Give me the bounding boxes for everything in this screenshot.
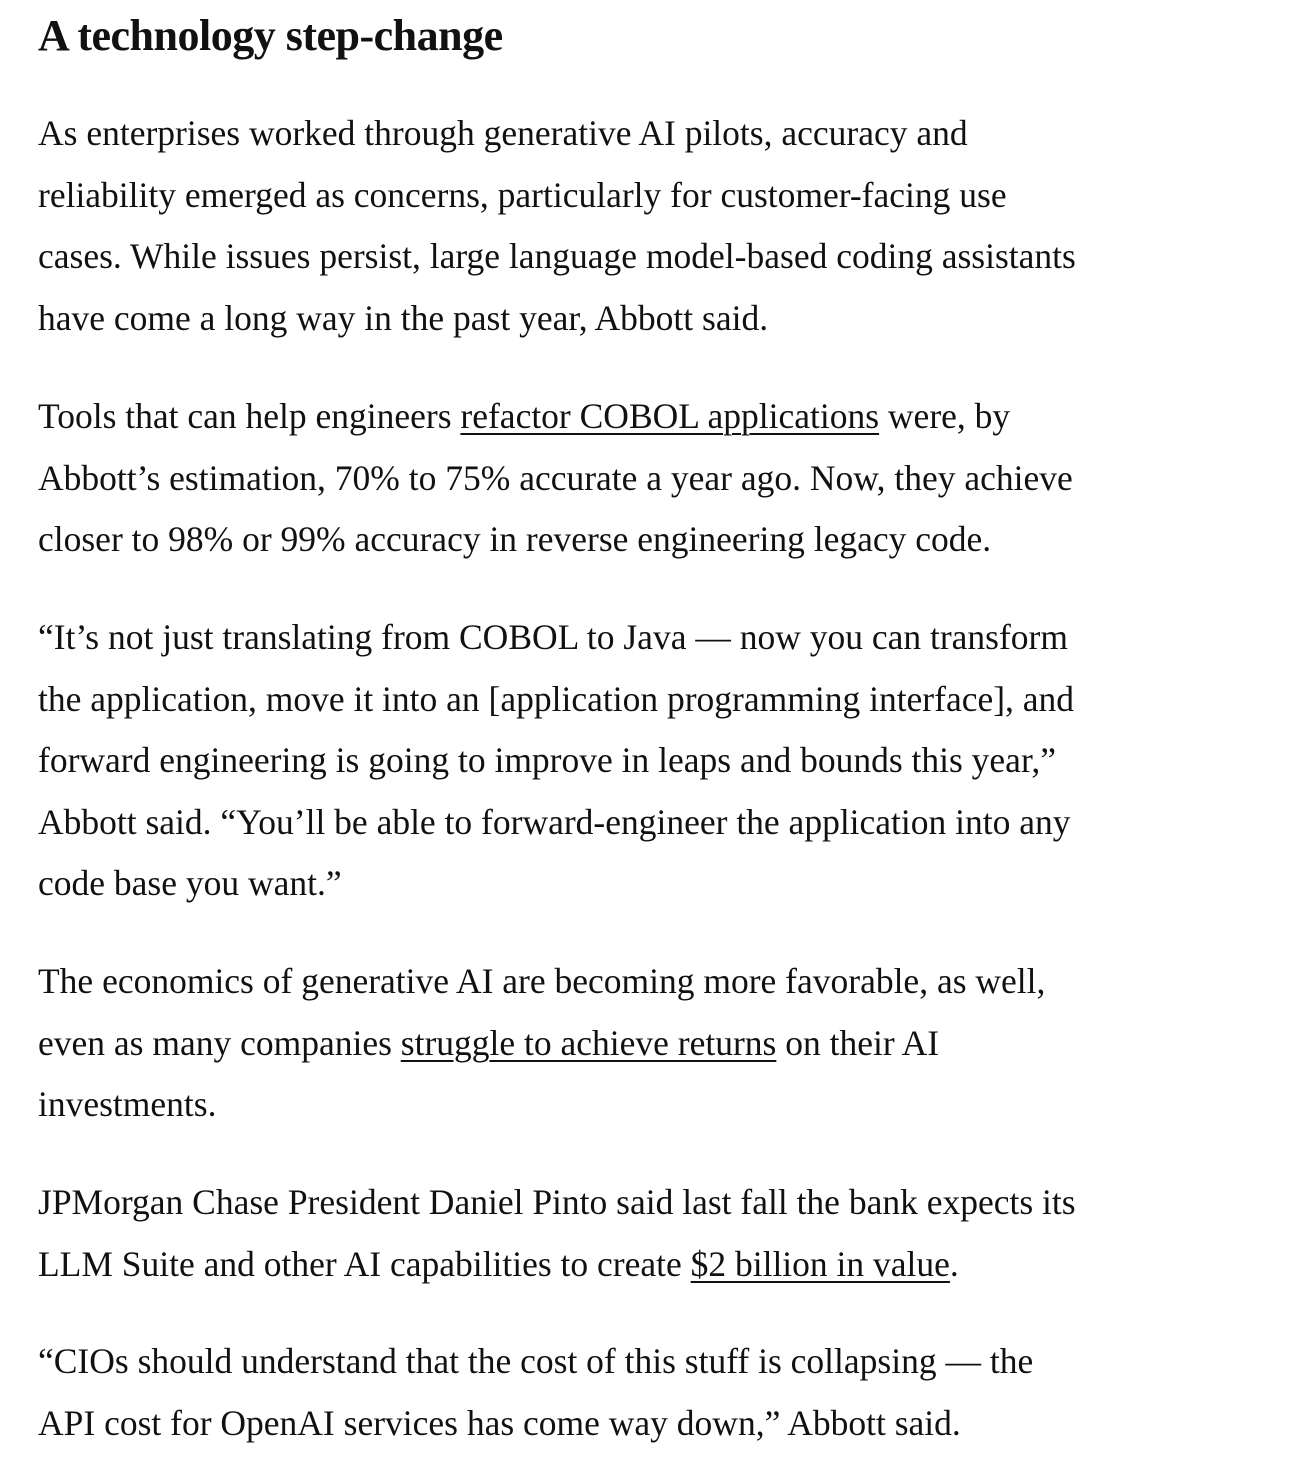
paragraph-economics <box>38 951 1045 1136</box>
text-run: . <box>949 1243 959 1284</box>
paragraph-line: “CIOs should understand that the cost of this stuff is collapsing — the <box>38 1341 1034 1381</box>
section-heading: A technology step-change <box>38 11 503 60</box>
refactor-cobol-link[interactable]: refactor COBOL applications <box>460 396 880 436</box>
paragraph-line: have come a long way in the past year, Abbott said. <box>38 297 769 338</box>
paragraph-line: forward engineering is going to improve in leaps and bounds this year,” <box>38 740 1056 780</box>
paragraph-line: JPMorgan Chase President Daniel Pinto said last fall the bank expects its <box>38 1182 1076 1222</box>
two-billion-value-link[interactable]: $2 billion in value <box>690 1243 950 1284</box>
paragraph-line: The economics of generative AI are becoming more favorable, as well, <box>38 961 1046 1001</box>
text-run: Tools that can help engineers <box>38 396 461 436</box>
paragraph-line: investments. <box>38 1084 217 1124</box>
paragraph-line: reliability emerged as concerns, particularly for customer-facing use <box>38 174 1007 215</box>
text-run: even as many companies <box>38 1022 401 1063</box>
paragraph-line: As enterprises worked through generative AI pilots, accuracy and <box>38 113 968 153</box>
paragraph-line: code base you want.” <box>38 863 342 903</box>
paragraph-line <box>38 1234 1076 1296</box>
paragraph-line: closer to 98% or 99% accuracy in reverse engineering legacy code. <box>38 519 992 559</box>
struggle-returns-link[interactable]: struggle to achieve returns <box>400 1022 777 1063</box>
paragraph-accuracy-concerns <box>38 103 1076 349</box>
paragraph-line <box>38 386 1073 448</box>
paragraph-cobol-tools <box>38 386 1073 571</box>
paragraph-line: the application, move it into an [application programming interface], and <box>38 678 1075 719</box>
paragraph-jpmorgan <box>38 1172 1076 1295</box>
paragraph-line <box>38 1013 1045 1075</box>
text-run: on their AI <box>776 1022 940 1063</box>
paragraph-abbott-quote <box>38 607 1074 915</box>
paragraph-line: cases. While issues persist, large language model-based coding assistants <box>38 236 1076 276</box>
paragraph-line: API cost for OpenAI services has come way down,” Abbott said. <box>38 1402 961 1443</box>
paragraph-line: “It’s not just translating from COBOL to Java — now you can transform <box>38 617 1068 657</box>
paragraph-line: Abbott said. “You’ll be able to forward-engineer the application into any <box>38 801 1071 842</box>
paragraph-cost-collapsing <box>38 1331 1033 1454</box>
paragraph-line: Abbott’s estimation, 70% to 75% accurate a year ago. Now, they achieve <box>38 457 1073 498</box>
text-run: were, by <box>879 396 1011 436</box>
text-run: LLM Suite and other AI capabilities to create <box>38 1243 691 1284</box>
